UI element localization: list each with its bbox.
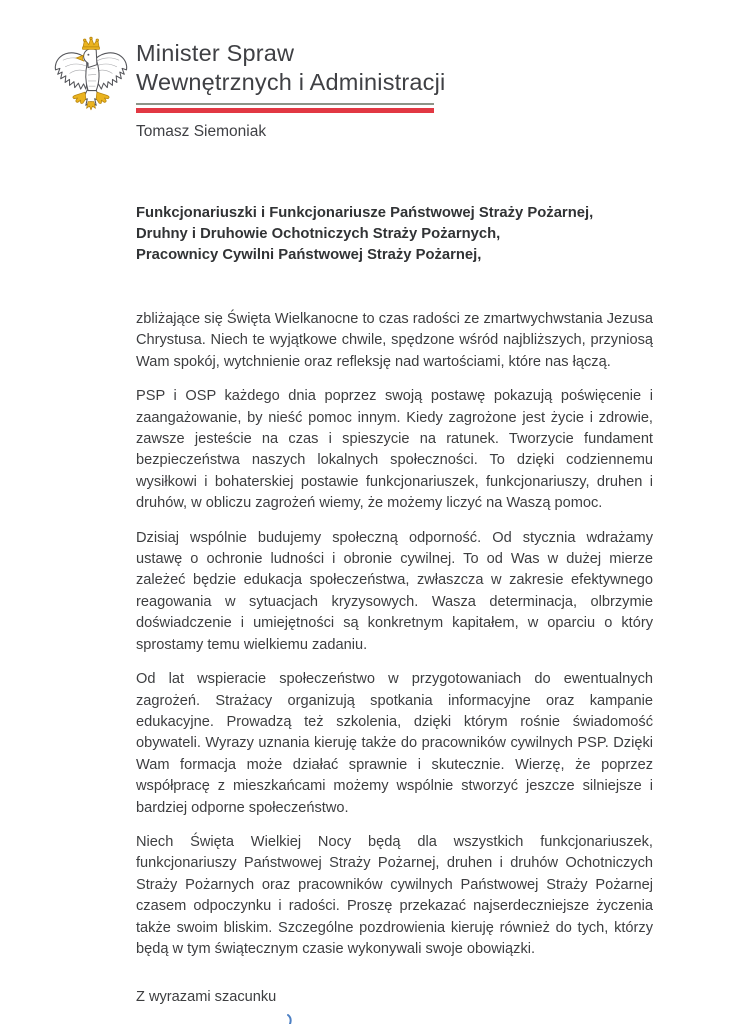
red-accent-rule	[136, 108, 434, 113]
ministry-name-line2: Wewnętrznych i Administracji	[136, 69, 446, 95]
letter-paragraph: Od lat wspieracie społeczeństwo w przygotowaniach do ewentualnych zagrożeń. Strażacy organizują spotkania informacyjne oraz kampanie edukacyjne. Prowadzą też szkolenia, dzięki którym rośnie świadomość obywateli. Wyrazy uznania kieruję także do pracowników cywilnych PSP. Dzięki Wam formacja może działać sprawnie i skutecznie. Wierzę, że poprzez współpracę z mieszkańcami możemy wspólnie stworzyć jeszcze silniejsze i bardziej odporne społeczeństwo.	[136, 671, 653, 816]
letter-paragraph: PSP i OSP każdego dnia poprzez swoją postawę pokazują poświęcenie i zaangażowanie, by nieść pomoc innym. Kiedy zagrożone jest życie i zdrowie, zawsze jesteście na czas i spieszycie na ratunek. Tworzycie fundament bezpieczeństwa naszych lokalnych społeczności. To dzięki codziennemu wysiłkowi i bohaterskiej postawie funkcjonariuszek, funkcjonariuszy, druhen i druhów, w obliczu zagrożeń wiemy, że możemy liczyć na Waszą pomoc.	[136, 388, 653, 512]
polish-eagle-emblem-icon	[54, 36, 128, 120]
letterhead-rules	[136, 103, 434, 113]
salutation-line: Funkcjonariuszki i Funkcjonariusze Państwowej Straży Pożarnej,	[136, 205, 594, 221]
letter-paragraph: Dzisiaj wspólnie budujemy społeczną odporność. Od stycznia wdrażamy ustawę o ochronie ludności i obronie cywilnej. To od Was w dużej mierze zależeć będzie edukacja społeczeństwa, zwłaszcza w zakresie efektywnego reagowania w sytuacjach kryzysowych. Wasza determinacja, olbrzymie doświadczenie i umiejętności są konkretnym kapitałem, w oparciu o który sprostamy temu wielkiemu zadaniu.	[136, 529, 653, 653]
salutation-line: Pracownicy Cywilni Państwowej Straży Pożarnej,	[136, 247, 482, 263]
letter-paragraph: Niech Święta Wielkiej Nocy będą dla wszystkich funkcjonariuszek, funkcjonariuszy Państwowej Straży Pożarnej, druhen i druhów Ochotniczych Straży Pożarnych oraz pracowników cywilnych Państwowej Straży Pożarnej czasem odpoczynku i radości. Proszę przekazać najserdeczniejsze życzenia także swoim bliskim. Szczególne pozdrowienia kieruję również do tych, którzy będą w tym świątecznym czasie wykonywali swoje obowiązki.	[136, 833, 653, 957]
ministry-name	[136, 39, 445, 97]
closing-line: Z wyrazami szacunku	[136, 989, 277, 1006]
ministry-name-line1: Minister Spraw	[136, 40, 295, 66]
thin-gray-rule	[136, 103, 434, 105]
letter-body	[136, 203, 653, 1024]
letter-paragraphs	[136, 309, 653, 960]
salutation-line: Druhny i Druhowie Ochotniczych Straży Pożarnych,	[136, 226, 501, 242]
letter-paragraph: zbliżające się Święta Wielkanocne to czas radości ze zmartwychwstania Jezusa Chrystusa. Niech te wyjątkowe chwile, spędzone wśród najbliższych, przyniosą Wam spokój, wytchnienie oraz refleksję nad wartościami, które nas łączą.	[136, 311, 653, 370]
minister-name: Tomasz Siemoniak	[136, 123, 267, 140]
handwritten-signature	[138, 1011, 328, 1024]
salutation	[136, 203, 653, 266]
